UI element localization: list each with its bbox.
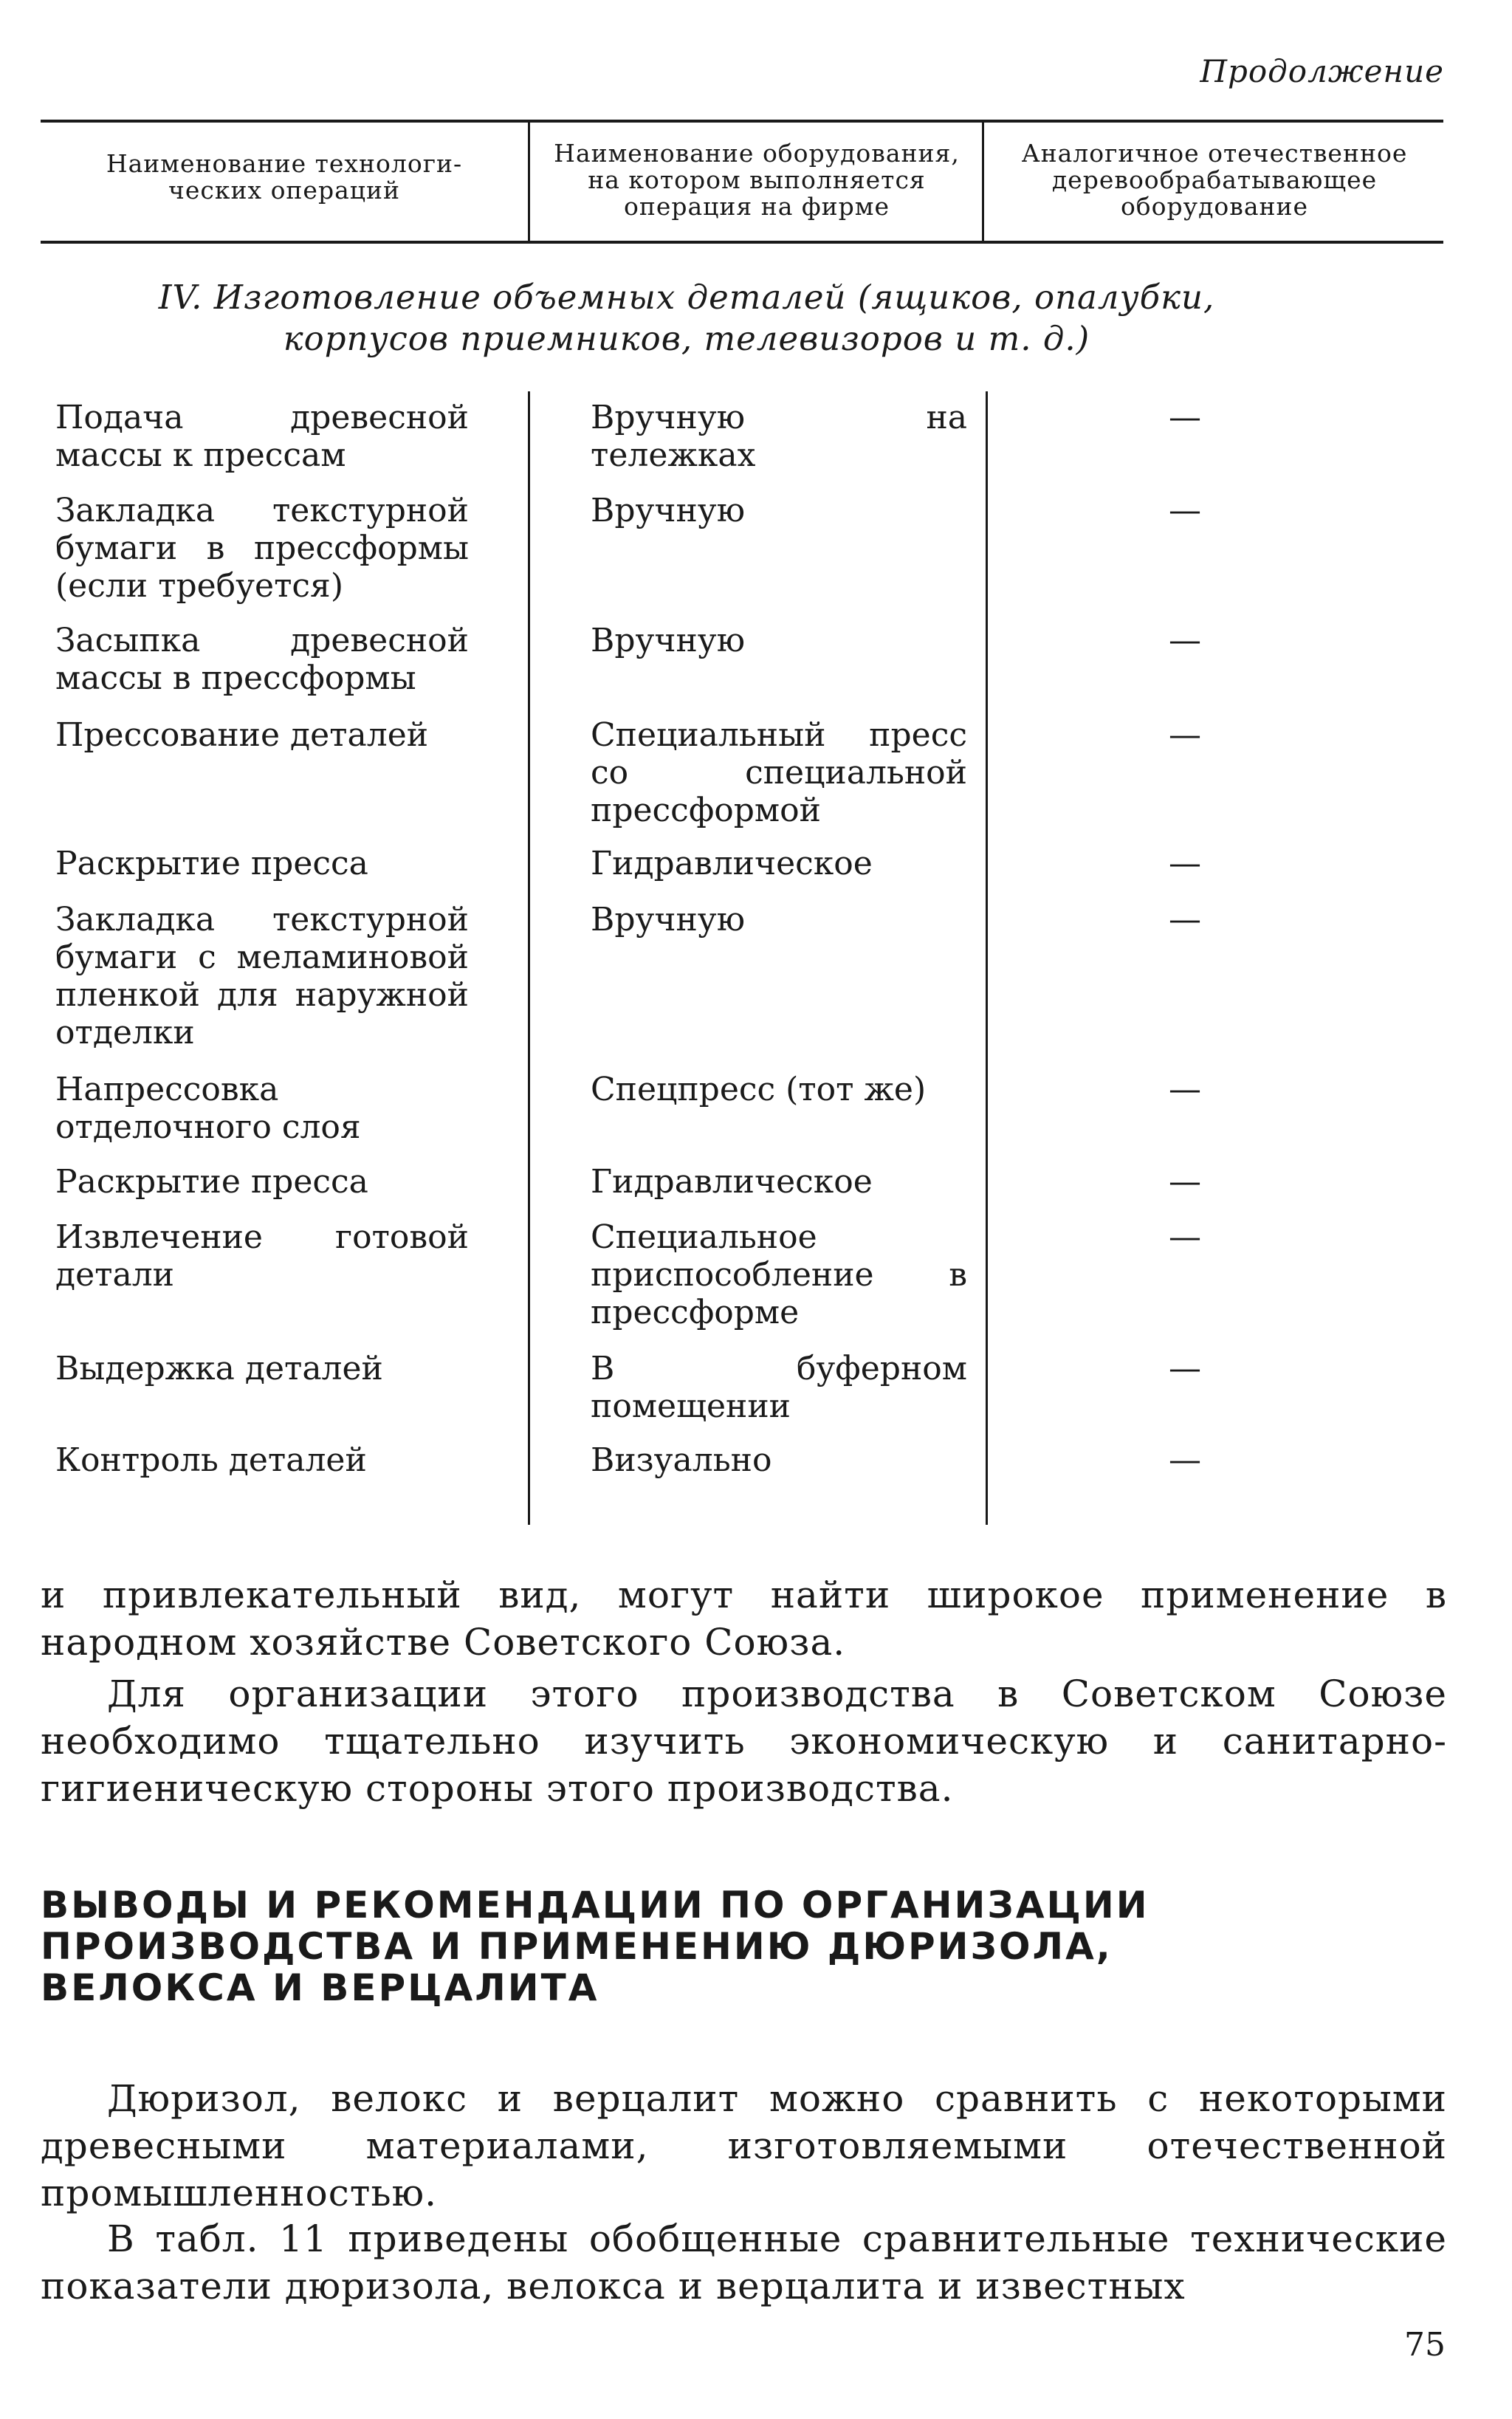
operation-cell: Выдержка деталей [55,1350,383,1387]
operation-cell: Закладка текстурной бумаги с меламиновой пленкой для наружной отделки [55,901,469,1051]
analog-cell: — [1169,1441,1201,1479]
table-top-rule [41,120,1443,123]
header-domestic-analog: Аналогичное отечественное деревообрабатывающее оборудование [1021,139,1408,221]
page-number: 75 [1404,2326,1446,2364]
analog-cell: — [1169,492,1201,529]
table-header-bottom-rule [41,241,1443,244]
operation-cell: Контроль деталей [55,1441,367,1479]
operation-cell: Подача древесной массы к прессам [55,399,469,474]
analog-cell: — [1169,1350,1201,1387]
table-column-divider [986,391,988,1525]
header-equipment: Наименование оборудования, на котором выполняется операция на фирме [554,139,960,221]
operation-cell: Раскрытие пресса [55,845,368,882]
equipment-cell: Гидравлическое [591,845,873,882]
equipment-cell: Специальный пресс со специальной прессформой [591,716,967,829]
equipment-cell: В буферном помещении [591,1350,967,1425]
analog-cell: — [1169,1071,1201,1108]
body-paragraph: и привлекательный вид, могут найти широкое применение в народном хозяйстве Советского Союза. [41,1574,1447,1664]
body-paragraph: В табл. 11 приведены обобщенные сравнительные технические показатели дюризола, велокса и верцалита и известных [41,2217,1447,2308]
analog-cell: — [1169,901,1201,939]
body-paragraph: Для организации этого производства в Советском Союзе необходимо тщательно изучить экономическую и санитарно-гигиеническую стороны этого производства. [41,1672,1447,1810]
equipment-cell: Вручную на тележках [591,399,967,474]
analog-cell: — [1169,1163,1201,1201]
equipment-cell: Вручную [591,492,745,529]
analog-cell: — [1169,845,1201,882]
header-column-divider [982,121,984,241]
operation-cell: Прессование деталей [55,716,429,754]
equipment-cell: Спецпресс (тот же) [591,1071,927,1108]
body-paragraph: Дюризол, велокс и верцалит можно сравнить с некоторыми древесными материалами, изготовляемыми отечественной промышленностью. [41,2077,1447,2214]
continuation-label: Продолжение [1200,53,1444,89]
equipment-cell: Гидравлическое [591,1163,873,1201]
table-section-title: IV. Изготовление объемных деталей (ящиков, опалубки, корпусов приемников, телевизоров и т. д.) [158,278,1215,358]
operation-cell: Закладка текстурной бумаги в прессформы (если требуется) [55,492,469,605]
equipment-cell: Специальное приспособление в прессформе [591,1218,967,1331]
analog-cell: — [1169,399,1201,436]
equipment-cell: Вручную [591,622,745,659]
operation-cell: Извлечение готовой детали [55,1218,469,1294]
section-heading: ВЫВОДЫ И РЕКОМЕНДАЦИИ ПО ОРГАНИЗАЦИИ ПРОИЗВОДСТВА И ПРИМЕНЕНИЮ ДЮРИЗОЛА, ВЕЛОКСА И ВЕРЦАЛИТА [41,1884,1150,2009]
analog-cell: — [1169,622,1201,659]
header-operations: Наименование технологи- ческих операций [106,149,463,205]
equipment-cell: Вручную [591,901,745,939]
equipment-cell: Визуально [591,1441,772,1479]
analog-cell: — [1169,1218,1201,1256]
operation-cell: Засыпка древесной массы в прессформы [55,622,469,697]
analog-cell: — [1169,716,1201,754]
table-column-divider [528,391,530,1525]
header-column-divider [528,121,530,241]
operation-cell: Раскрытие пресса [55,1163,368,1201]
operation-cell: Напрессовка отделочного слоя [55,1071,361,1146]
